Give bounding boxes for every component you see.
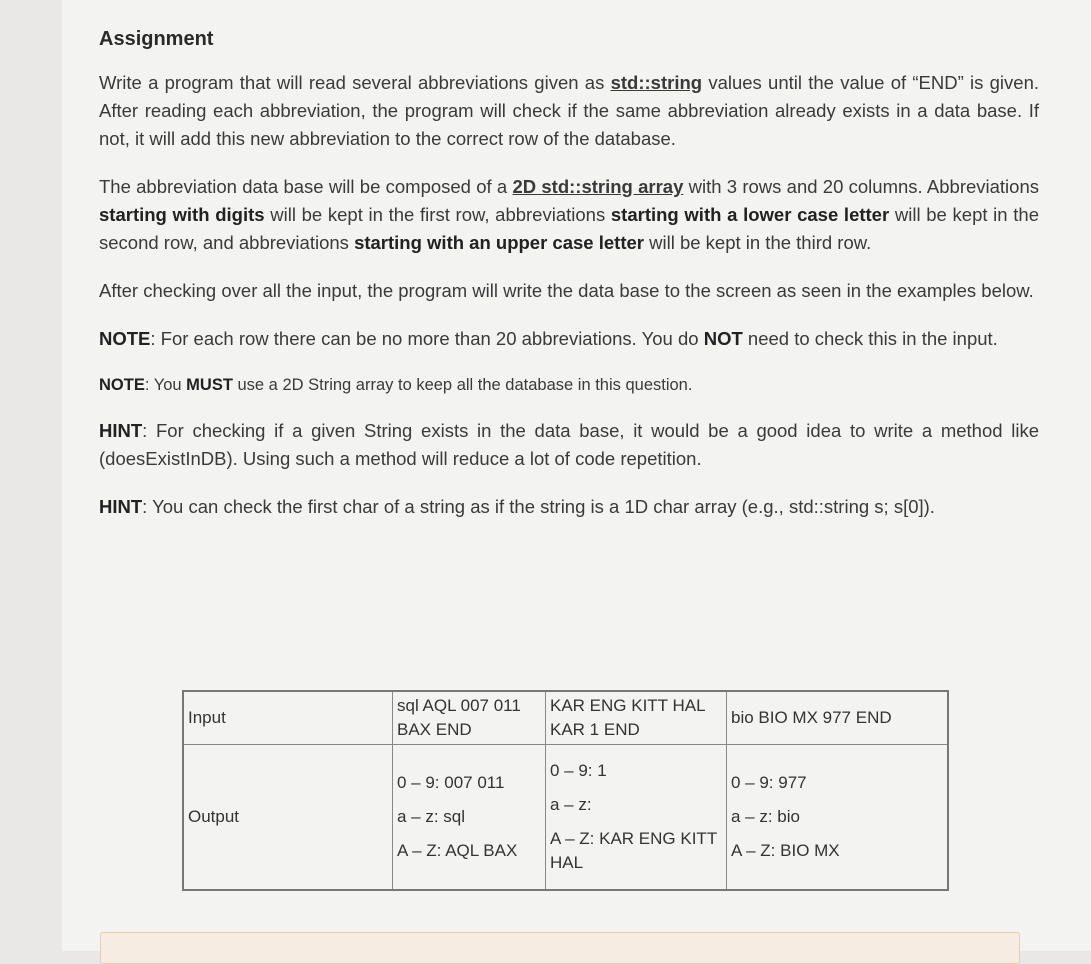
- output-label: Output: [183, 745, 393, 891]
- output-upper: A – Z: KAR ENG KITT HAL: [550, 829, 717, 872]
- output-cell: [727, 745, 949, 891]
- paragraph-database: The abbreviation data base will be composed of a 2D std::string array with 3 rows and 20 columns. Abbreviations starting with digits will be kept in the first row, abbreviations starting with a lower case letter will be kept in the second row, and abbreviations starting with an upper case letter will be kept in the third row.: [99, 176, 1039, 253]
- output-cell: [546, 745, 727, 891]
- output-upper: A – Z: BIO MX: [731, 841, 840, 860]
- output-digits: 0 – 9: 1: [550, 761, 607, 780]
- output-lower: a – z:: [550, 795, 592, 814]
- output-upper: A – Z: AQL BAX: [397, 841, 518, 860]
- input-cell: KAR ENG KITT HAL KAR 1 END: [546, 691, 727, 745]
- hint-method: HINT: For checking if a given String exists in the data base, it would be a good idea to write a method like (doesExistInDB). Using such a method will reduce a lot of code repetition.: [99, 420, 1039, 469]
- output-cell: [393, 745, 546, 891]
- output-lower: a – z: bio: [731, 807, 800, 826]
- output-digits: 0 – 9: 007 011: [397, 773, 505, 792]
- paragraph-output: After checking over all the input, the program will write the data base to the screen as seen in the examples below.: [99, 280, 1034, 301]
- assignment-content: [99, 28, 1039, 541]
- page: [62, 0, 1091, 951]
- input-row: [183, 691, 948, 745]
- input-label: Input: [183, 691, 393, 745]
- page-title: Assignment: [99, 28, 214, 50]
- input-cell: bio BIO MX 977 END: [727, 691, 949, 745]
- output-row: [183, 745, 948, 891]
- note-limit: NOTE: For each row there can be no more than 20 abbreviations. You do NOT need to check this in the input.: [99, 328, 998, 349]
- paragraph-intro: Write a program that will read several abbreviations given as std::string values until the value of “END” is given. After reading each abbreviation, the program will check if the same abbreviation already exists in a data base. If not, it will add this new abbreviation to the correct row of the database.: [99, 72, 1040, 149]
- answer-box[interactable]: [100, 932, 1020, 964]
- output-lower: a – z: sql: [397, 807, 466, 826]
- hint-char: HINT: You can check the first char of a string as if the string is a 1D char array (e.g., std::string s; s[0]).: [99, 496, 935, 517]
- example-table: [182, 690, 949, 891]
- note-array: NOTE: You MUST use a 2D String array to keep all the database in this question.: [99, 376, 693, 394]
- output-digits: 0 – 9: 977: [731, 773, 807, 792]
- input-cell: sql AQL 007 011 BAX END: [393, 691, 546, 745]
